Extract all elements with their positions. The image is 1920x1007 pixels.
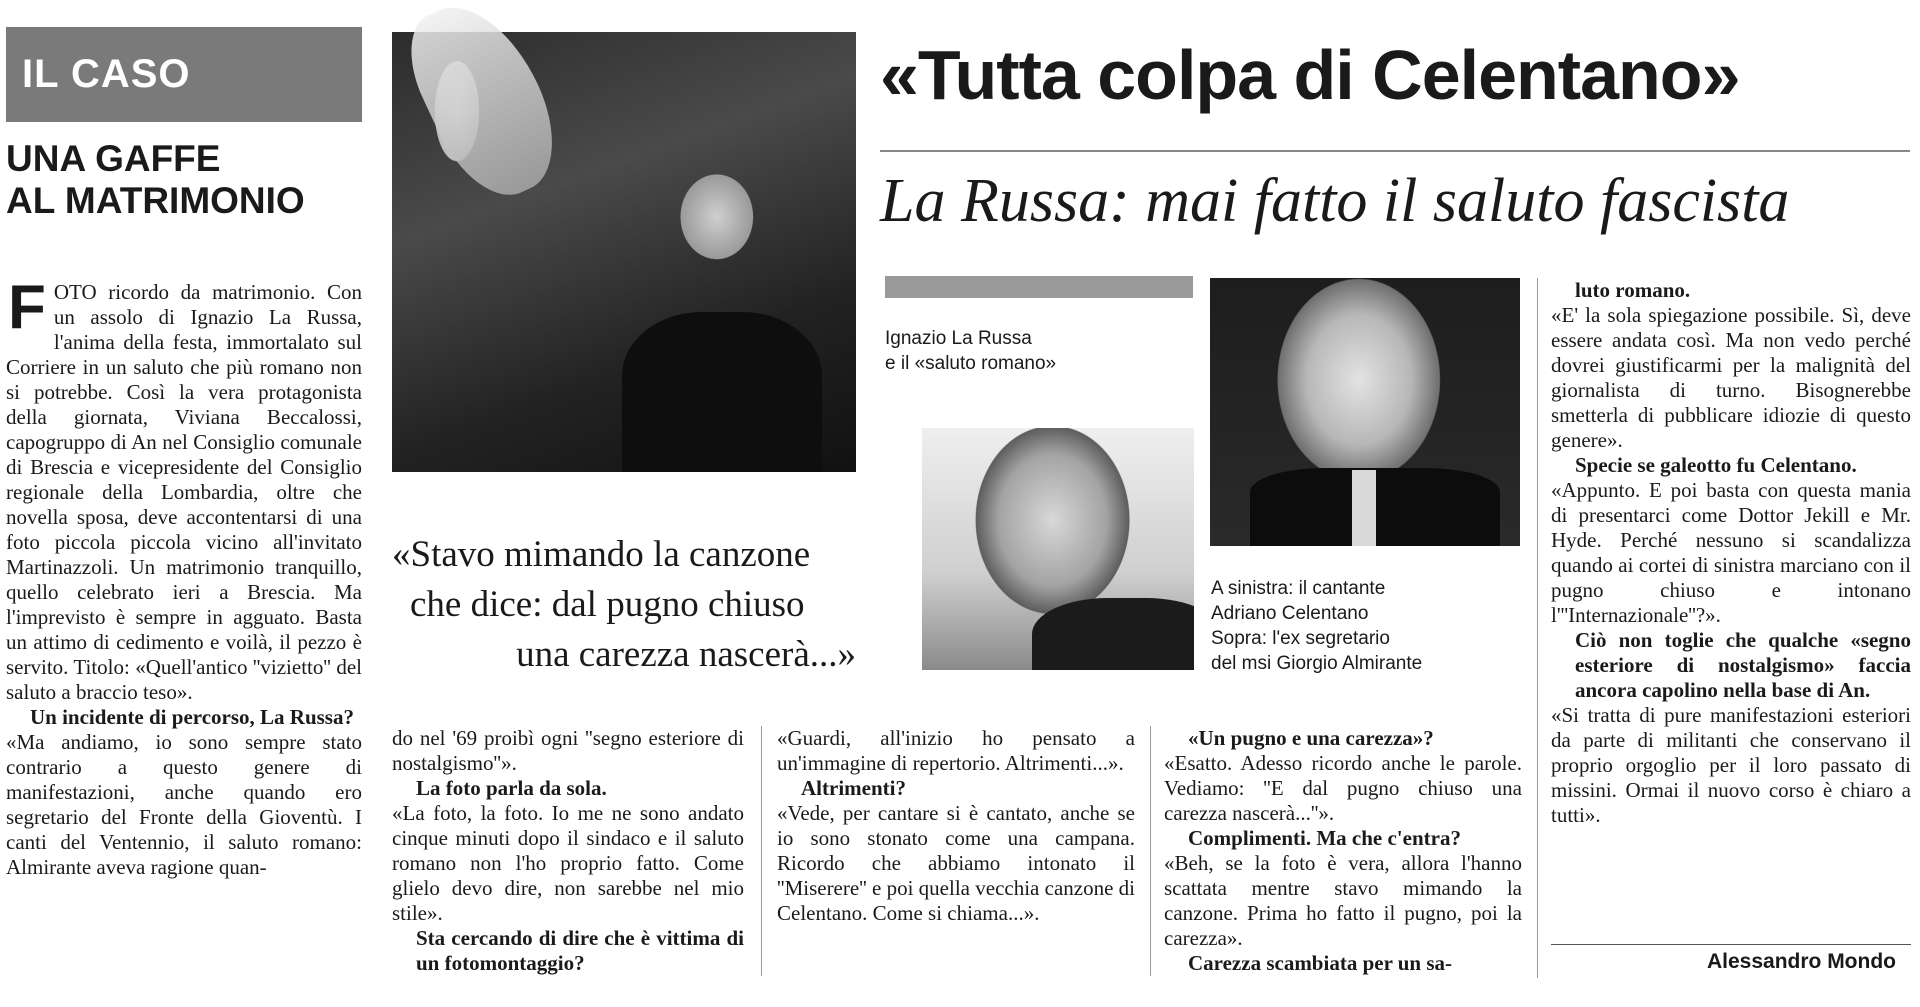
caption-2-line-3: Sopra: l'ex segretario xyxy=(1211,628,1390,649)
column-divider-1 xyxy=(761,726,762,976)
main-headline: «Tutta colpa di Celentano» xyxy=(880,36,1740,114)
caption-1-line-1: Ignazio La Russa xyxy=(885,328,1032,349)
sub-headline: La Russa: mai fatto il saluto fascista xyxy=(880,167,1790,235)
celentano-photo xyxy=(922,428,1194,670)
lead-paragraph xyxy=(6,273,362,705)
sidebar-headline-line-1: UNA GAFFE xyxy=(6,138,221,179)
col5-paragraph-2: «Appunto. E poi basta con questa mania di presentarci come Dottor Jekill e Mr. Hyde. Perché nessuno si scandalizza quando ai cortei di sinistra marciano con il pugno chiuso e intonano l'''Internazionale''?». xyxy=(1551,478,1911,627)
pull-quote-line-3: una carezza nascerà...» xyxy=(516,634,856,675)
col2-paragraph-2: «La foto, la foto. Io me ne sono andato cinque minuti dopo il sindaco e il saluto romano non l'ho proprio fatto. Come glielo devo dire, non sarebbe nel mio stile». xyxy=(392,801,744,925)
column-divider-2 xyxy=(1150,726,1151,976)
pull-quote xyxy=(392,530,856,680)
caption-bar xyxy=(885,276,1193,298)
column-3 xyxy=(777,726,1135,926)
col2-question-1: La foto parla da sola. xyxy=(416,776,607,800)
interview-answer: «Ma andiamo, io sono sempre stato contrario a questo genere di manifestazioni, anche quando ero segretario del Fronte della Gioventù. I canti del Ventennio, il saluto romano: Almirante aveva ragione quan- xyxy=(6,730,362,879)
pull-quote-line-1: «Stavo mimando la canzone xyxy=(392,534,811,575)
col4-paragraph-1: «Esatto. Adesso ricordo anche le parole. Vediamo: ''E dal pugno chiuso una carezza nascerà...''». xyxy=(1164,751,1522,825)
drop-cap: F xyxy=(8,273,46,342)
col4-question-2: Complimenti. Ma che c'entra? xyxy=(1188,826,1461,850)
photo-caption-1 xyxy=(885,326,1125,376)
caption-2-line-1: A sinistra: il cantante xyxy=(1211,578,1386,599)
tie-shape xyxy=(1352,470,1376,546)
pull-quote-line-2: che dice: dal pugno chiuso xyxy=(410,584,805,625)
column-5 xyxy=(1551,278,1911,828)
col3-question-1: Altrimenti? xyxy=(801,776,906,800)
col4-question-3: Carezza scambiata per un sa- xyxy=(1188,951,1453,975)
figure-silhouette xyxy=(622,312,822,472)
column-4 xyxy=(1164,726,1522,976)
col4-question-1: «Un pugno e una carezza»? xyxy=(1188,726,1434,750)
lead-text: OTO ricordo da matrimonio. Con un assolo di Ignazio La Russa, l'anima della festa, immortalato sul Corriere in un saluto che più romano non si potrebbe. Così la vera protagonista della giornata, Viviana Beccalossi, capogruppo di An nel Consiglio comunale di Brescia e vicepresidente del Consiglio regionale della Lombardia, oltre che novella sposa, deve accontentarsi di una foto piccola piccola vicino all'invitato Martinazzoli. Un matrimonio tranquillo, quello celebrato ieri a Brescia. Ma l'imprevisto è sempre in agguato. Basta un attimo di cedimento e voilà, il pezzo è servito. Titolo: «Quell'antico ''vizietto'' del saluto a braccio teso». xyxy=(6,280,362,704)
byline: Alessandro Mondo xyxy=(1706,950,1896,973)
col2-paragraph-1: do nel '69 proibì ogni ''segno esteriore di nostalgismo''». xyxy=(392,726,744,775)
sidebar-headline-line-2: AL MATRIMONIO xyxy=(6,180,305,221)
column-divider-3 xyxy=(1537,278,1538,978)
col5-paragraph-3: «Si tratta di pure manifestazioni esteriori da parte di militanti che conservano il proprio orgoglio per il loro passato di missini. Ormai il nuovo corso è chiaro a tutti». xyxy=(1551,703,1911,827)
caption-1-line-2: e il «saluto romano» xyxy=(885,353,1057,374)
caption-2-line-4: del msi Giorgio Almirante xyxy=(1211,653,1423,674)
col5-paragraph-1: «E' la sola spiegazione possibile. Sì, deve essere andata così. Ma non vedo perché dovrei giustificarmi per la malignità del giornalista di turno. Bisognerebbe smetterla di pubblicare idiozie di questo genere». xyxy=(1551,303,1911,452)
photo-caption-2 xyxy=(1211,576,1511,676)
col3-paragraph-1: «Guardi, all'inizio ho pensato a un'immagine di repertorio. Altrimenti...». xyxy=(777,726,1135,775)
byline-rule xyxy=(1551,944,1911,945)
sidebar-headline xyxy=(6,138,366,222)
col5-question-1: Specie se galeotto fu Celentano. xyxy=(1575,453,1857,477)
la-russa-salute-photo xyxy=(392,32,856,472)
section-kicker: IL CASO xyxy=(6,27,362,122)
raised-arm-shape xyxy=(392,0,576,213)
column-2 xyxy=(392,726,744,976)
col5-question-0: luto romano. xyxy=(1575,278,1691,302)
caption-2-line-2: Adriano Celentano xyxy=(1211,603,1369,624)
column-1 xyxy=(6,273,362,880)
col2-question-2: Sta cercando di dire che è vittima di un fotomontaggio? xyxy=(416,926,744,975)
col4-paragraph-2: «Beh, se la foto è vera, allora l'hanno scattata mentre stavo mimando la canzone. Prima ho fatto il pugno, poi la carezza». xyxy=(1164,851,1522,950)
headline-rule xyxy=(880,150,1910,152)
interview-question: Un incidente di percorso, La Russa? xyxy=(30,705,354,729)
jacket-shape xyxy=(1032,598,1194,670)
col5-question-2: Ciò non toglie che qualche «segno esteriore di nostalgismo» faccia ancora capolino nella base di An. xyxy=(1575,628,1911,702)
almirante-photo xyxy=(1210,278,1520,546)
col3-paragraph-2: «Vede, per cantare si è cantato, anche se io sono stonato come una campana. Ricordo che abbiamo intonato il ''Miserere'' e poi quella vecchia canzone di Celentano. Come si chiama...». xyxy=(777,801,1135,925)
